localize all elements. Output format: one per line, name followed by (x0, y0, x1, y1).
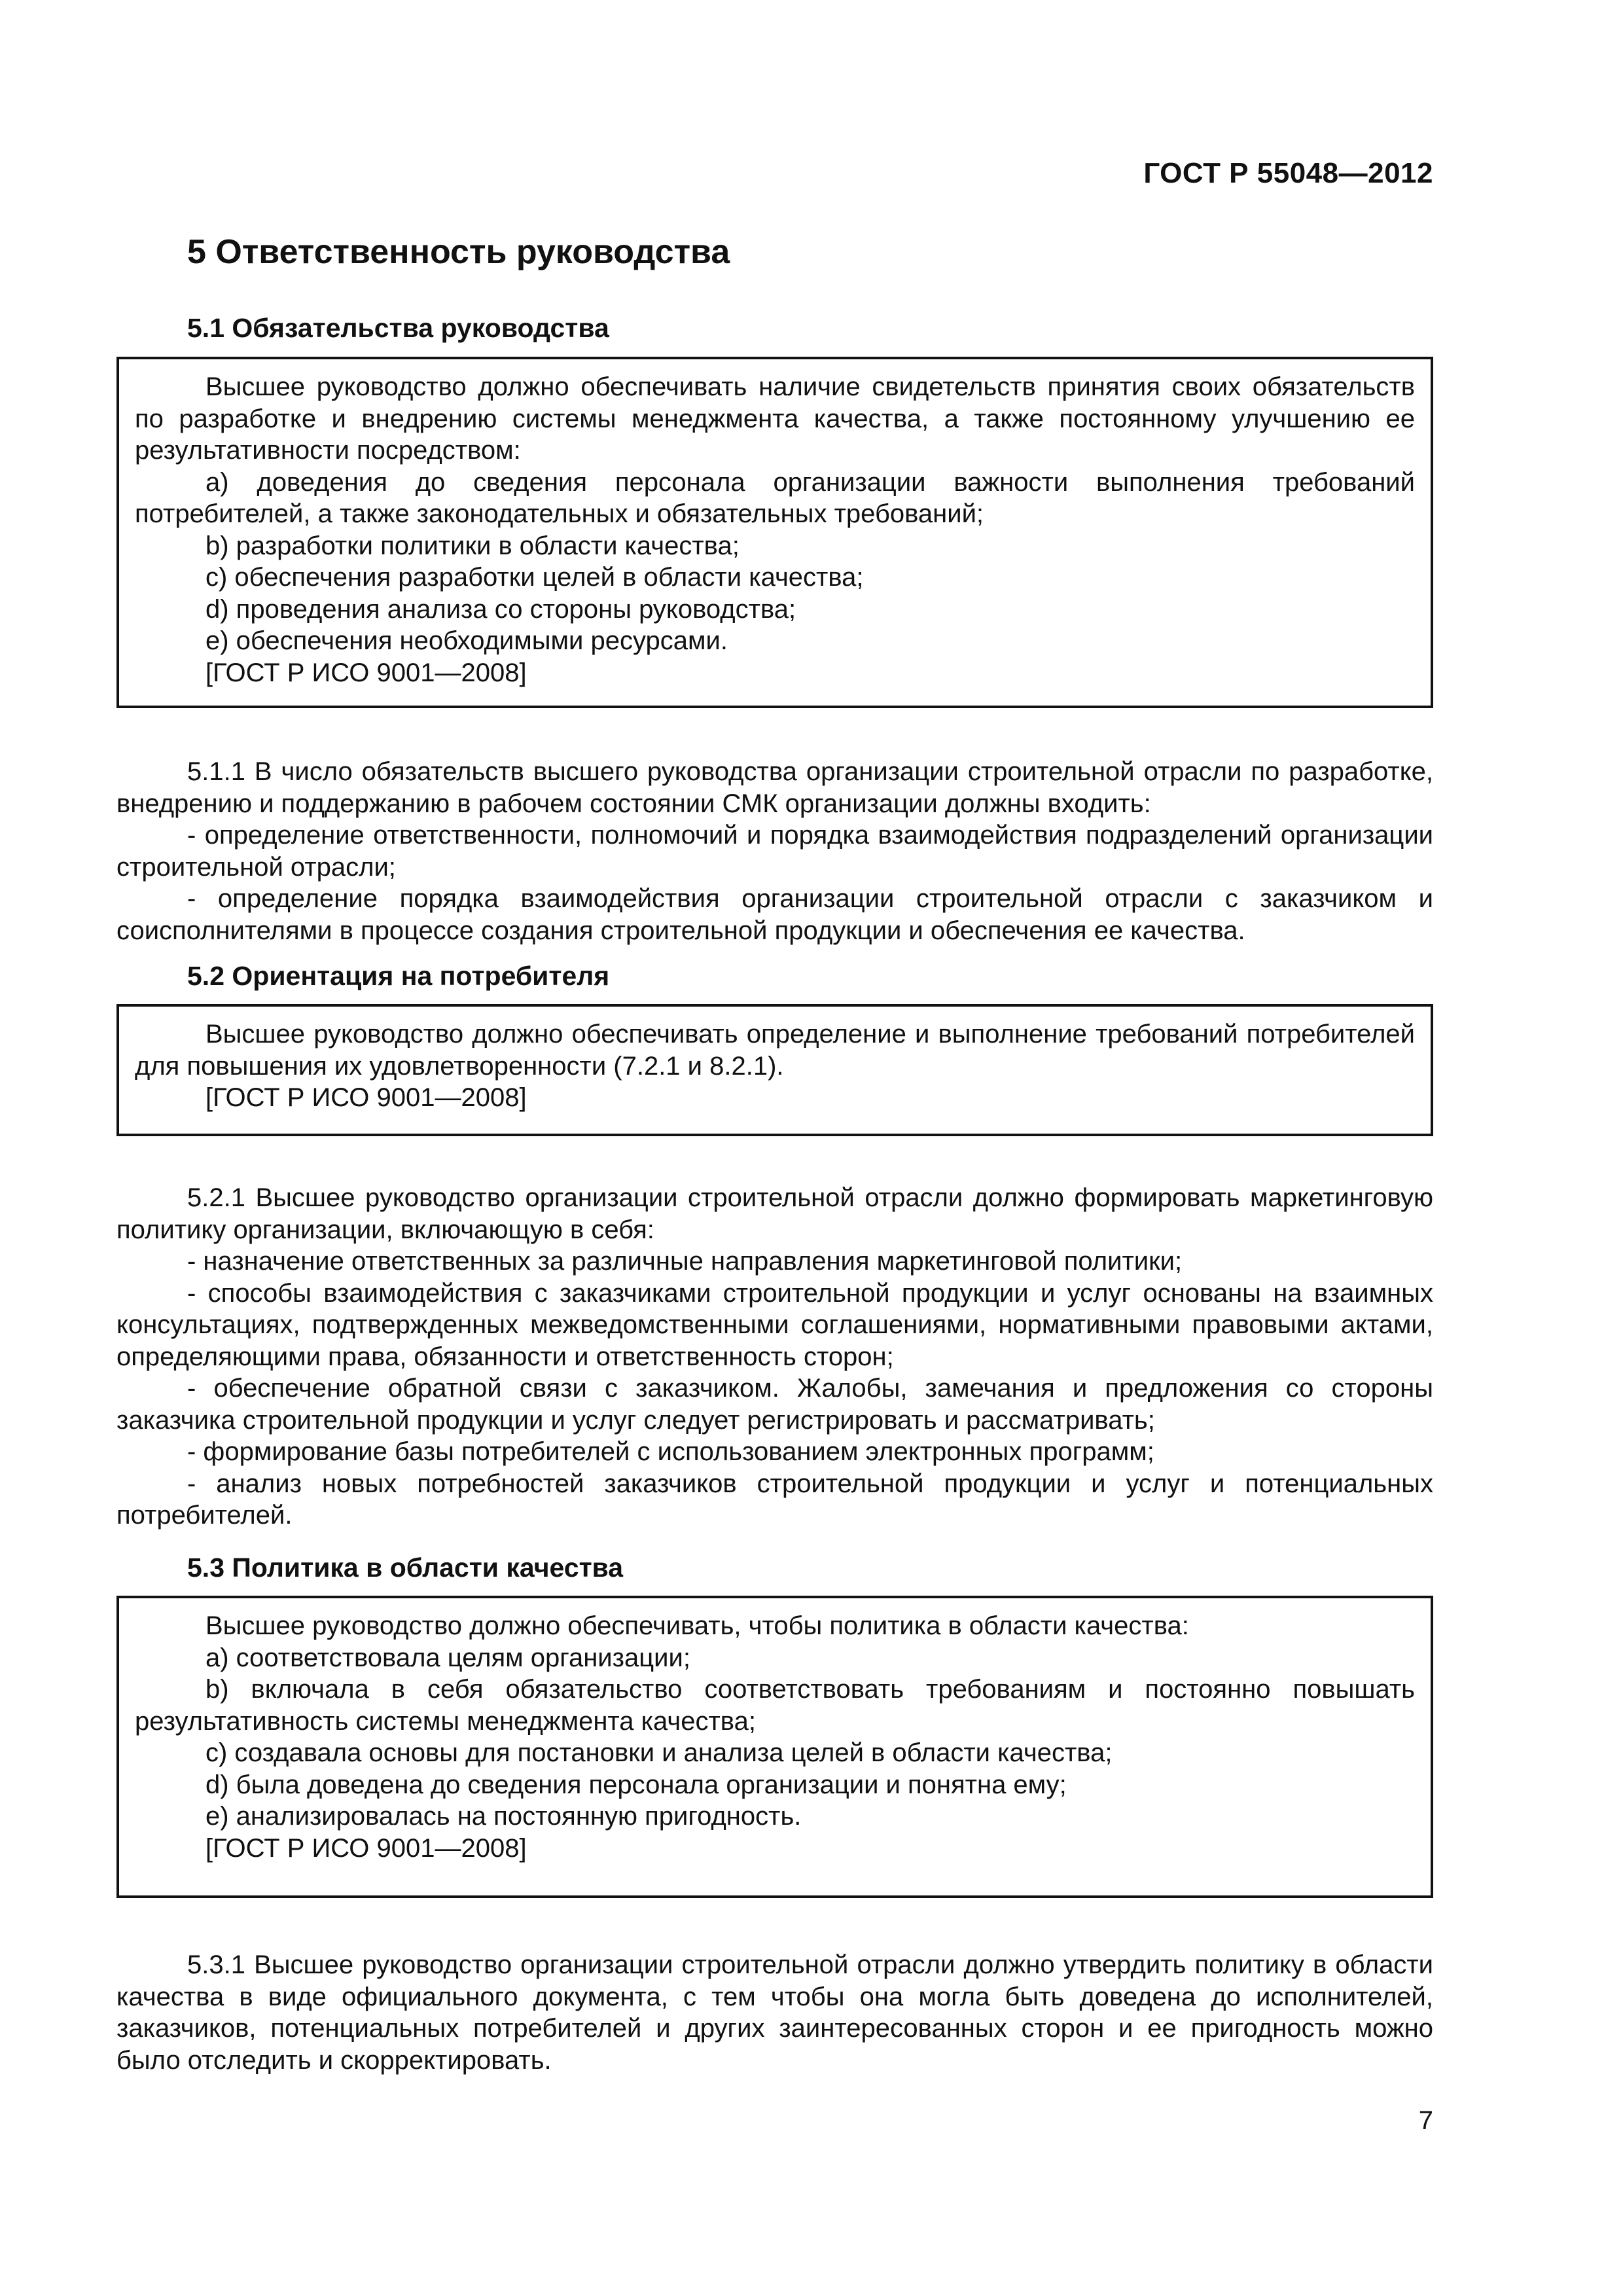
box-list-item: d) проведения анализа со стороны руководства; (205, 594, 796, 624)
box-list-item: b) включала в себя обязательство соответствовать требованиям и постоянно повышать результативность системы менеджмента качества; (135, 1675, 1415, 1736)
box-list-item: b) разработки политики в области качества; (205, 531, 740, 560)
box-list-item: а) соответствовала целям организации; (205, 1643, 690, 1672)
box-list-item: е) анализировалась на постоянную пригодность. (205, 1802, 802, 1831)
clause-list-item: - формирование базы потребителей с использованием электронных программ; (187, 1437, 1154, 1466)
clause-paragraph: 5.2.1 Высшее руководство организации строительной отрасли должно формировать маркетинговую политику организации, включающую в себя: (116, 1183, 1433, 1244)
subsection-title-5-1: 5.1 Обязательства руководства (187, 313, 609, 343)
box-paragraph: Высшее руководство должно обеспечивать определение и выполнение требований потребителей для повышения их удовлетворенности (7.2.1 и 8.2.1). (135, 1020, 1415, 1081)
document-code: ГОСТ Р 55048—2012 (1143, 157, 1433, 189)
clause-list-item: - назначение ответственных за различные направления маркетинговой политики; (187, 1247, 1183, 1276)
clause-5-1-1 (116, 756, 1433, 946)
clause-list-item: - определение порядка взаимодействия организации строительной отрасли с заказчиком и соисполнителями в процессе создания строительной продукции и обеспечения ее качества. (116, 884, 1433, 945)
box-list-item: d) была доведена до сведения персонала организации и понятна ему; (205, 1770, 1067, 1799)
subsection-title-5-3: 5.3 Политика в области качества (187, 1552, 624, 1583)
clause-5-2-1 (116, 1182, 1433, 1532)
box-list-item: а) доведения до сведения персонала организации важности выполнения требований потребителей, а также законодательных и обязательных требований; (135, 467, 1415, 528)
clause-paragraph: 5.1.1 В число обязательств высшего руководства организации строительной отрасли по разработке, внедрению и поддержанию в рабочем состоянии СМК организации должны входить: (116, 757, 1433, 818)
clause-paragraph: 5.3.1 Высшее руководство организации строительной отрасли должно утвердить политику в области качества в виде официального документа, с тем чтобы она могла быть доведена до исполнителей, заказчиков, потенциальных потребителей и других заинтересованных сторон и ее пригодность можно было отследить и скорректировать. (116, 1950, 1433, 2075)
quote-box-5-1 (116, 357, 1433, 708)
box-list-item: с) создавала основы для постановки и анализа целей в области качества; (205, 1738, 1113, 1767)
clause-list-item: - определение ответственности, полномочий и порядка взаимодействия подразделений организации строительной отрасли; (116, 821, 1433, 882)
box-reference: [ГОСТ Р ИСО 9001—2008] (205, 1833, 527, 1863)
page-number: 7 (1418, 2106, 1433, 2135)
clause-list-item: - способы взаимодействия с заказчиками строительной продукции и услуг основаны на взаимных консультациях, подтвержденных межведомственными соглашениями, нормативными правовыми актами, определяющими права, обязанности и ответственность сторон; (116, 1278, 1433, 1371)
quote-box-5-2 (116, 1004, 1433, 1136)
box-paragraph: Высшее руководство должно обеспечивать, чтобы политика в области качества: (205, 1611, 1189, 1640)
section-title: 5 Ответственность руководства (187, 233, 730, 271)
box-list-item: е) обеспечения необходимыми ресурсами. (205, 626, 728, 655)
box-reference: [ГОСТ Р ИСО 9001—2008] (205, 658, 527, 687)
box-paragraph: Высшее руководство должно обеспечивать наличие свидетельств принятия своих обязательств по разработке и внедрению системы менеджмента качества, а также постоянному улучшению ее результативности посредством: (135, 372, 1415, 465)
clause-5-3-1 (116, 1949, 1433, 2076)
box-list-item: с) обеспечения разработки целей в области качества; (205, 563, 864, 592)
clause-list-item: - анализ новых потребностей заказчиков строительной продукции и услуг и потенциальных потребителей. (116, 1469, 1433, 1530)
clause-list-item: - обеспечение обратной связи с заказчиком. Жалобы, замечания и предложения со стороны заказчика строительной продукции и услуг следует регистрировать и рассматривать; (116, 1374, 1433, 1435)
quote-box-5-3 (116, 1596, 1433, 1898)
subsection-title-5-2: 5.2 Ориентация на потребителя (187, 961, 610, 991)
box-reference: [ГОСТ Р ИСО 9001—2008] (205, 1083, 527, 1112)
